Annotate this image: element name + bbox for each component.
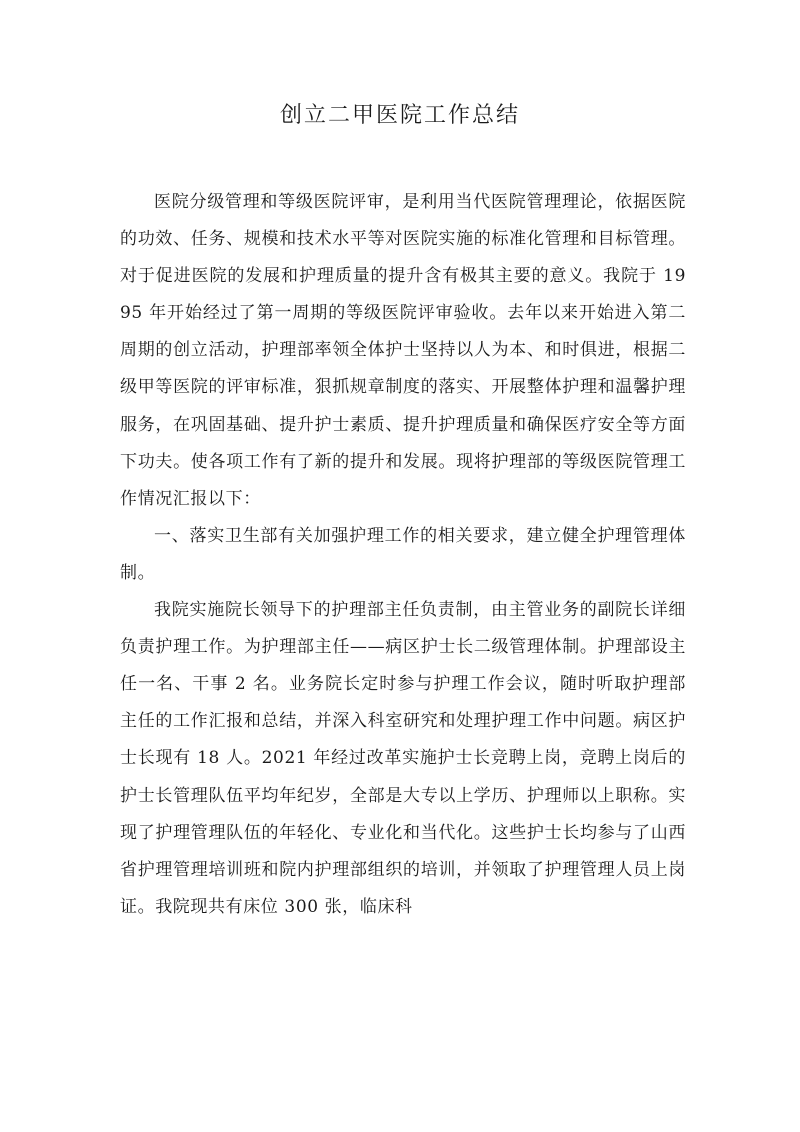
section-heading-1: 一、落实卫生部有关加强护理工作的相关要求，建立健全护理管理体制。 <box>120 525 686 583</box>
section-1-paragraph: 我院实施院长领导下的护理部主任负责制，由主管业务的副院长详细负责护理工作。为护理部主任——病区护士长二级管理体制。护理部设主任一名、干事 2 名。业务院长定时参与护理工作会议，随时听取护理部主任的工作汇报和总结，并深入科室研究和处理护理工作中问题。病区护士长现有 18 人。2021 年经过改革实施护士长竞聘上岗，竞聘上岗后的护士长管理队伍平均年纪岁，全部是大专以上学历、护理师以上职称。实现了护理管理队伍的年轻化、专业化和当代化。这些护士长均参与了山西省护理管理培训班和院内护理部组织的培训，并领取了护理管理人员上岗证。我院现共有床位 300 张，临床科 <box>120 600 686 917</box>
document-title: 创立二甲医院工作总结 <box>279 103 520 128</box>
document-body <box>120 184 686 926</box>
intro-paragraph: 医院分级管理和等级医院评审，是利用当代医院管理理论，依据医院的功效、任务、规模和技术水平等对医院实施的标准化管理和目标管理。对于促进医院的发展和护理质量的提升含有极其主要的意义。我院于 1995 年开始经过了第一周期的等级医院评审验收。去年以来开始进入第二周期的创立活动，护理部率领全体护士坚持以人为本、和时俱进，根据二级甲等医院的评审标准，狠抓规章制度的落实、开展整体护理和温馨护理服务，在巩固基础、提升护士素质、提升护理质量和确保医疗安全等方面下功夫。使各项工作有了新的提升和发展。现将护理部的等级医院管理工作情况汇报以下： <box>120 192 686 509</box>
